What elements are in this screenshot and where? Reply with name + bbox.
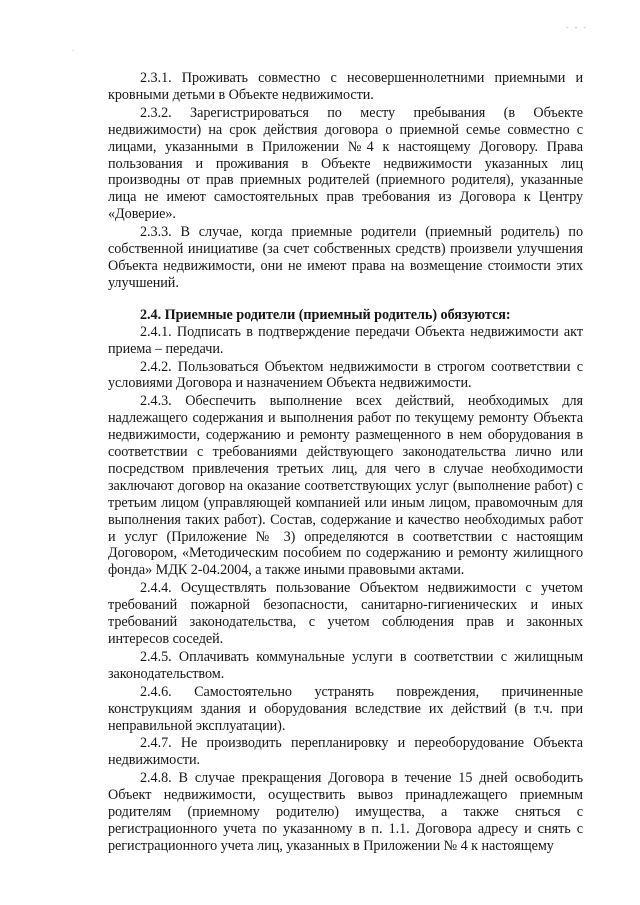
clause-2-4-4: 2.4.4. Осуществлять пользование Объектом недвижимости с учетом требований пожарной безопасности, санитарно-гигиенических и иных требований законодательства, с учетом соблюдения прав и законных интересов соседей. (108, 580, 583, 647)
scan-mark-side: · (72, 48, 74, 55)
clause-2-4-2: 2.4.2. Пользоваться Объектом недвижимости в строгом соответствии с условиями Договора и назначением Объекта недвижимости. (108, 358, 583, 392)
clause-2-4-5: 2.4.5. Оплачивать коммунальные услуги в соответствии с жилищным законодательством. (108, 648, 583, 682)
clause-2-3-1: 2.3.1. Проживать совместно с несовершеннолетними приемными и кровными детьми в Объекте недвижимости. (108, 70, 583, 103)
clause-2-4-3: 2.4.3. Обеспечить выполнение всех действий, необходимых для надлежащего содержания и выполнения работ по текущему ремонту Объекта недвижимости, содержанию и ремонту размещенного в нем оборудования в соответствии с требованиями действующего законодательства лично или посредством привлечения третьих лиц, для чего в случае необходимости заключают договор на оказание соответствующих услуг (выполнение работ) с третьим лицом (управляющей компанией или иным лицом, правомочным для выполнения таких работ). Состав, содержание и качество необходимых работ и услуг (Приложение № 3) определяются в соответствии с настоящим Договором, «Методическим пособием по содержанию и ремонту жилищного фонда» МДК 2-04.2004, а также иными правовыми актами. (108, 393, 583, 579)
clause-2-4-7: 2.4.7. Не производить перепланировку и переоборудование Объекта недвижимости. (108, 735, 583, 769)
clause-2-4-6: 2.4.6. Самостоятельно устранять повреждения, причиненные конструкциям здания и оборудования вследствие их действий (в т.ч. при неправильной эксплуатации). (108, 683, 583, 734)
scan-mark-top: - - - (566, 24, 589, 32)
section-heading-2-4: 2.4. Приемные родители (приемный родитель) обязуются: (140, 306, 511, 323)
clause-2-4-8: 2.4.8. В случае прекращения Договора в течение 15 дней освободить Объект недвижимости, осуществить вывоз принадлежащего приемным родителям (приемному родителю) имущества, а также сняться с регистрационного учета по указанному в п. 1.1. Договора адресу и снять с регистрационного учета лиц, указанных в Приложении № 4 к настоящему (108, 770, 583, 854)
clause-2-4-1: 2.4.1. Подписать в подтверждение передачи Объекта недвижимости акт приема – передачи. (108, 323, 583, 357)
clause-2-3-2: 2.3.2. Зарегистрироваться по месту пребывания (в Объекте недвижимости) на срок действия договора о приемной семье совместно с лицами, указанными в Приложении №4 к настоящему Договору. Права пользования и проживания в Объекте недвижимости указанных лиц производны от прав приемных родителей (приемного родителя), указанные лица не имеют самостоятельных прав требования из Договора к Центру «Доверие». (108, 104, 583, 223)
clause-2-3-3: 2.3.3. В случае, когда приемные родители (приемный родитель) по собственной инициативе (за счет собственных средств) произвели улучшения Объекта недвижимости, они не имеют права на возмещение стоимости этих улучшений. (108, 224, 583, 291)
document-body (108, 70, 583, 855)
